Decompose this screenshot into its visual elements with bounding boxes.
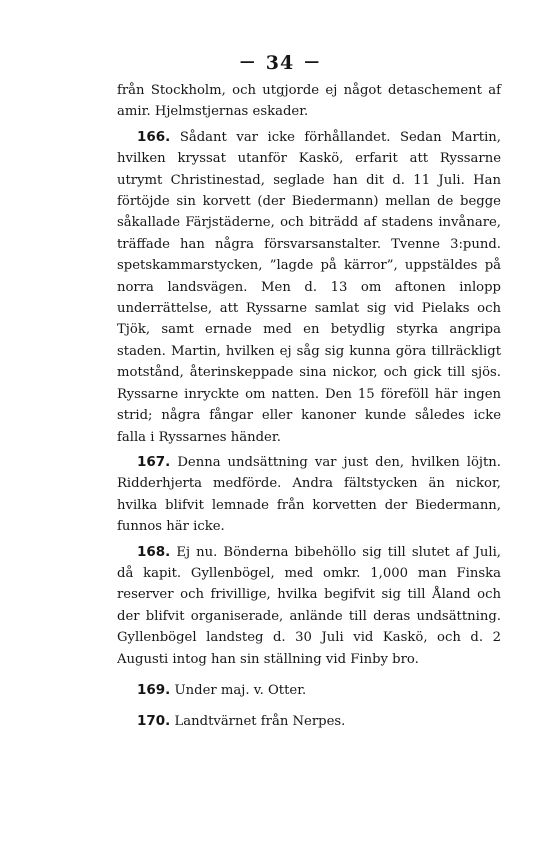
note-166 bbox=[117, 127, 501, 448]
note-text: Under maj. v. Otter. bbox=[174, 682, 307, 698]
note-text: Ej nu. Bönderna bibehöllo sig till slutet af Juli, då kapit. Gyllenbögel, med omkr. 1,000 man Finska reserver och frivillige, hvilka begifvit sig till Åland och der blifvit organiserade, anlände till deras undsättning. Gyllenbögel landsteg d. 30 Juli vid Kaskö, och d. 2 Augusti intog han sin ställning vid Finby bro. bbox=[117, 544, 501, 667]
header-dash-left: — bbox=[239, 52, 256, 70]
header-dash-right: — bbox=[304, 52, 321, 70]
note-number: 168. bbox=[137, 543, 171, 560]
paragraph-continued bbox=[117, 80, 501, 123]
note-number: 170. bbox=[137, 713, 171, 730]
page-number: 34 bbox=[265, 52, 295, 74]
note-170 bbox=[117, 711, 501, 732]
note-number: 169. bbox=[137, 681, 171, 698]
note-text: Denna undsättning var just den, hvilken löjtn. Ridderhjerta medförde. Andra fältstycken än nickor, hvilka blifvit lemnade från korvetten der Biedermann, funnos här icke. bbox=[117, 454, 501, 535]
note-168 bbox=[117, 542, 501, 670]
paragraph-text: från Stockholm, och utgjorde ej något detaschement af amir. Hjelmstjernas eskader. bbox=[117, 83, 501, 120]
note-number: 167. bbox=[137, 453, 171, 470]
note-text: Landtvärnet från Nerpes. bbox=[174, 714, 346, 730]
note-169 bbox=[117, 680, 501, 701]
page-header bbox=[0, 52, 560, 74]
note-167 bbox=[117, 452, 501, 538]
note-number: 166. bbox=[137, 128, 171, 145]
note-text: Sådant var icke förhållandet. Sedan Martin, hvilken kryssat utanför Kaskö, erfarit att Ryssarne utrymt Christinestad, seglade han dit d. 11 Juli. Han förtöjde sin korvett (der Biedermann) mellan de begge såkallade Färjstäderne, och biträdd af stadens invånare, träffade han några försvarsanstalter. Tvenne 3:pund. spetskammarstycken, ”lagde på kärror”, uppstäldes på norra landsvägen. Men d. 13 om aftonen inlopp underrättelse, att Ryssarne samlat sig vid Pielaks och Tjök, samt ernade med en betydlig styrka angripa staden. Martin, hvilken ej såg sig kunna göra tillräckligt motstånd, återinskeppade sina nickor, och gick till sjös. Ryssarne inryckte om natten. Den 15 föreföll här ingen strid; några fångar eller kanoner kunde således icke falla i Ryssarnes händer. bbox=[117, 129, 501, 445]
body-text bbox=[117, 80, 501, 733]
